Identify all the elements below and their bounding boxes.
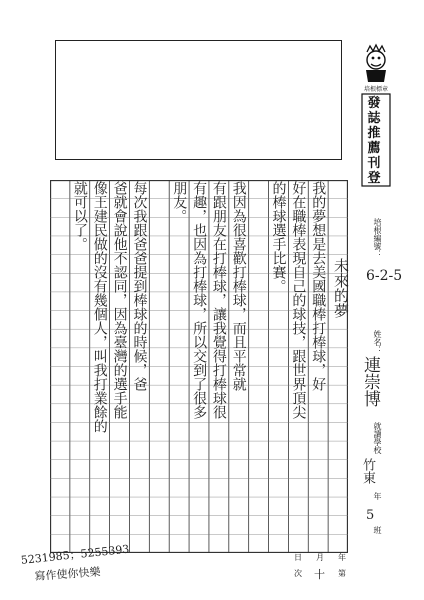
essay-title: 未來的夢 xyxy=(332,258,350,318)
essay-column: 有跟朋友在打棒球，讓我覺得打棒球很 xyxy=(210,181,227,419)
day-label: 日 xyxy=(294,553,302,562)
essay-column: 好在職棒表現自己的球技，跟世界頂尖 xyxy=(290,181,307,419)
school-name: 竹東 xyxy=(360,458,375,484)
class-label: 班 xyxy=(373,526,382,534)
year-label: 年 xyxy=(338,553,346,562)
teacher-comment-box xyxy=(55,40,342,160)
page-suffix: 次 xyxy=(294,569,302,578)
essay-column: 有趣，也因為打棒球，所以交到了很多 xyxy=(191,181,208,419)
contact-phone: 5231985；5255393 xyxy=(20,542,130,567)
serial-number: 6-2-5 xyxy=(366,268,403,284)
essay-column: 爸就會說他不認同，因為臺灣的選手能 xyxy=(111,181,128,419)
grade-label: 年 xyxy=(373,492,382,500)
essay-column: 就可以了。 xyxy=(71,181,88,251)
essay-column: 我的夢想是去美國職棒打棒球，好 xyxy=(310,181,327,391)
page-prefix: 第 xyxy=(338,569,346,578)
stamp-caption: 培根標章 xyxy=(363,86,388,93)
name-label: 姓名： xyxy=(373,330,382,354)
stamp-title: 發誌推薦刊登 xyxy=(367,96,381,186)
essay-column: 朋友。 xyxy=(171,181,188,223)
class-number: 5 xyxy=(366,508,375,523)
essay-column: 我因為很喜歡打棒球，而且平常就 xyxy=(230,181,247,391)
contact-slogan: 寫作使你快樂 xyxy=(34,565,101,583)
school-no-label: 培根編號： xyxy=(373,218,382,258)
essay-column: 的棒球選手比賽。 xyxy=(270,181,287,293)
month-label: 月 xyxy=(316,553,324,562)
school-label: 就讀學校 xyxy=(373,422,382,454)
essay-column: 每次我跟爸爸提到棒球的時候，爸 xyxy=(131,181,148,391)
page-number: 十 xyxy=(314,568,325,581)
student-name: 連崇博 xyxy=(360,356,380,407)
essay-column: 像王建民做的沒有幾個人，叫我打業餘的 xyxy=(91,181,108,433)
